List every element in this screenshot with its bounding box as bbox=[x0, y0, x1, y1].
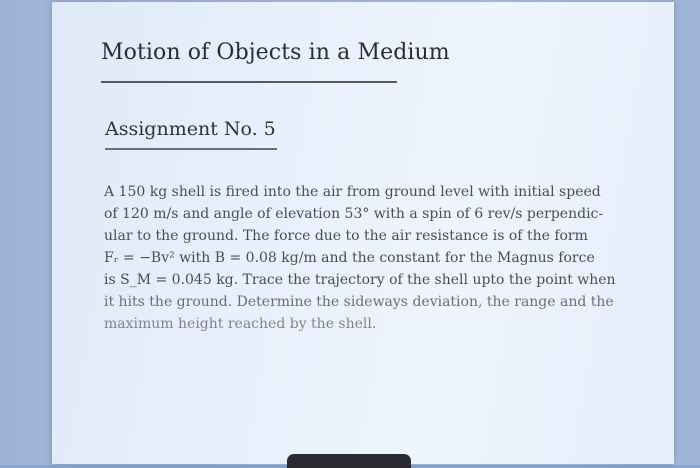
problem-statement bbox=[104, 181, 616, 335]
screen-bezel-tab bbox=[287, 454, 411, 468]
problem-line: of 120 m/s and angle of elevation 53° with a spin of 6 rev/s perpendic- bbox=[104, 206, 604, 222]
title-underline bbox=[101, 81, 397, 83]
problem-line: it hits the ground. Determine the sideways deviation, the range and the bbox=[104, 294, 614, 310]
problem-line: ular to the ground. The force due to the air resistance is of the form bbox=[104, 228, 588, 244]
problem-line: A 150 kg shell is fired into the air from ground level with initial speed bbox=[104, 184, 601, 200]
assignment-underline bbox=[105, 148, 277, 150]
assignment-heading: Assignment No. 5 bbox=[105, 118, 276, 140]
problem-line: Fᵣ = −Bv² with B = 0.08 kg/m and the constant for the Magnus force bbox=[104, 250, 595, 266]
problem-line: maximum height reached by the shell. bbox=[104, 316, 377, 332]
page-title: Motion of Objects in a Medium bbox=[101, 40, 450, 65]
problem-line: is S_M = 0.045 kg. Trace the trajectory of the shell upto the point when bbox=[104, 272, 616, 288]
